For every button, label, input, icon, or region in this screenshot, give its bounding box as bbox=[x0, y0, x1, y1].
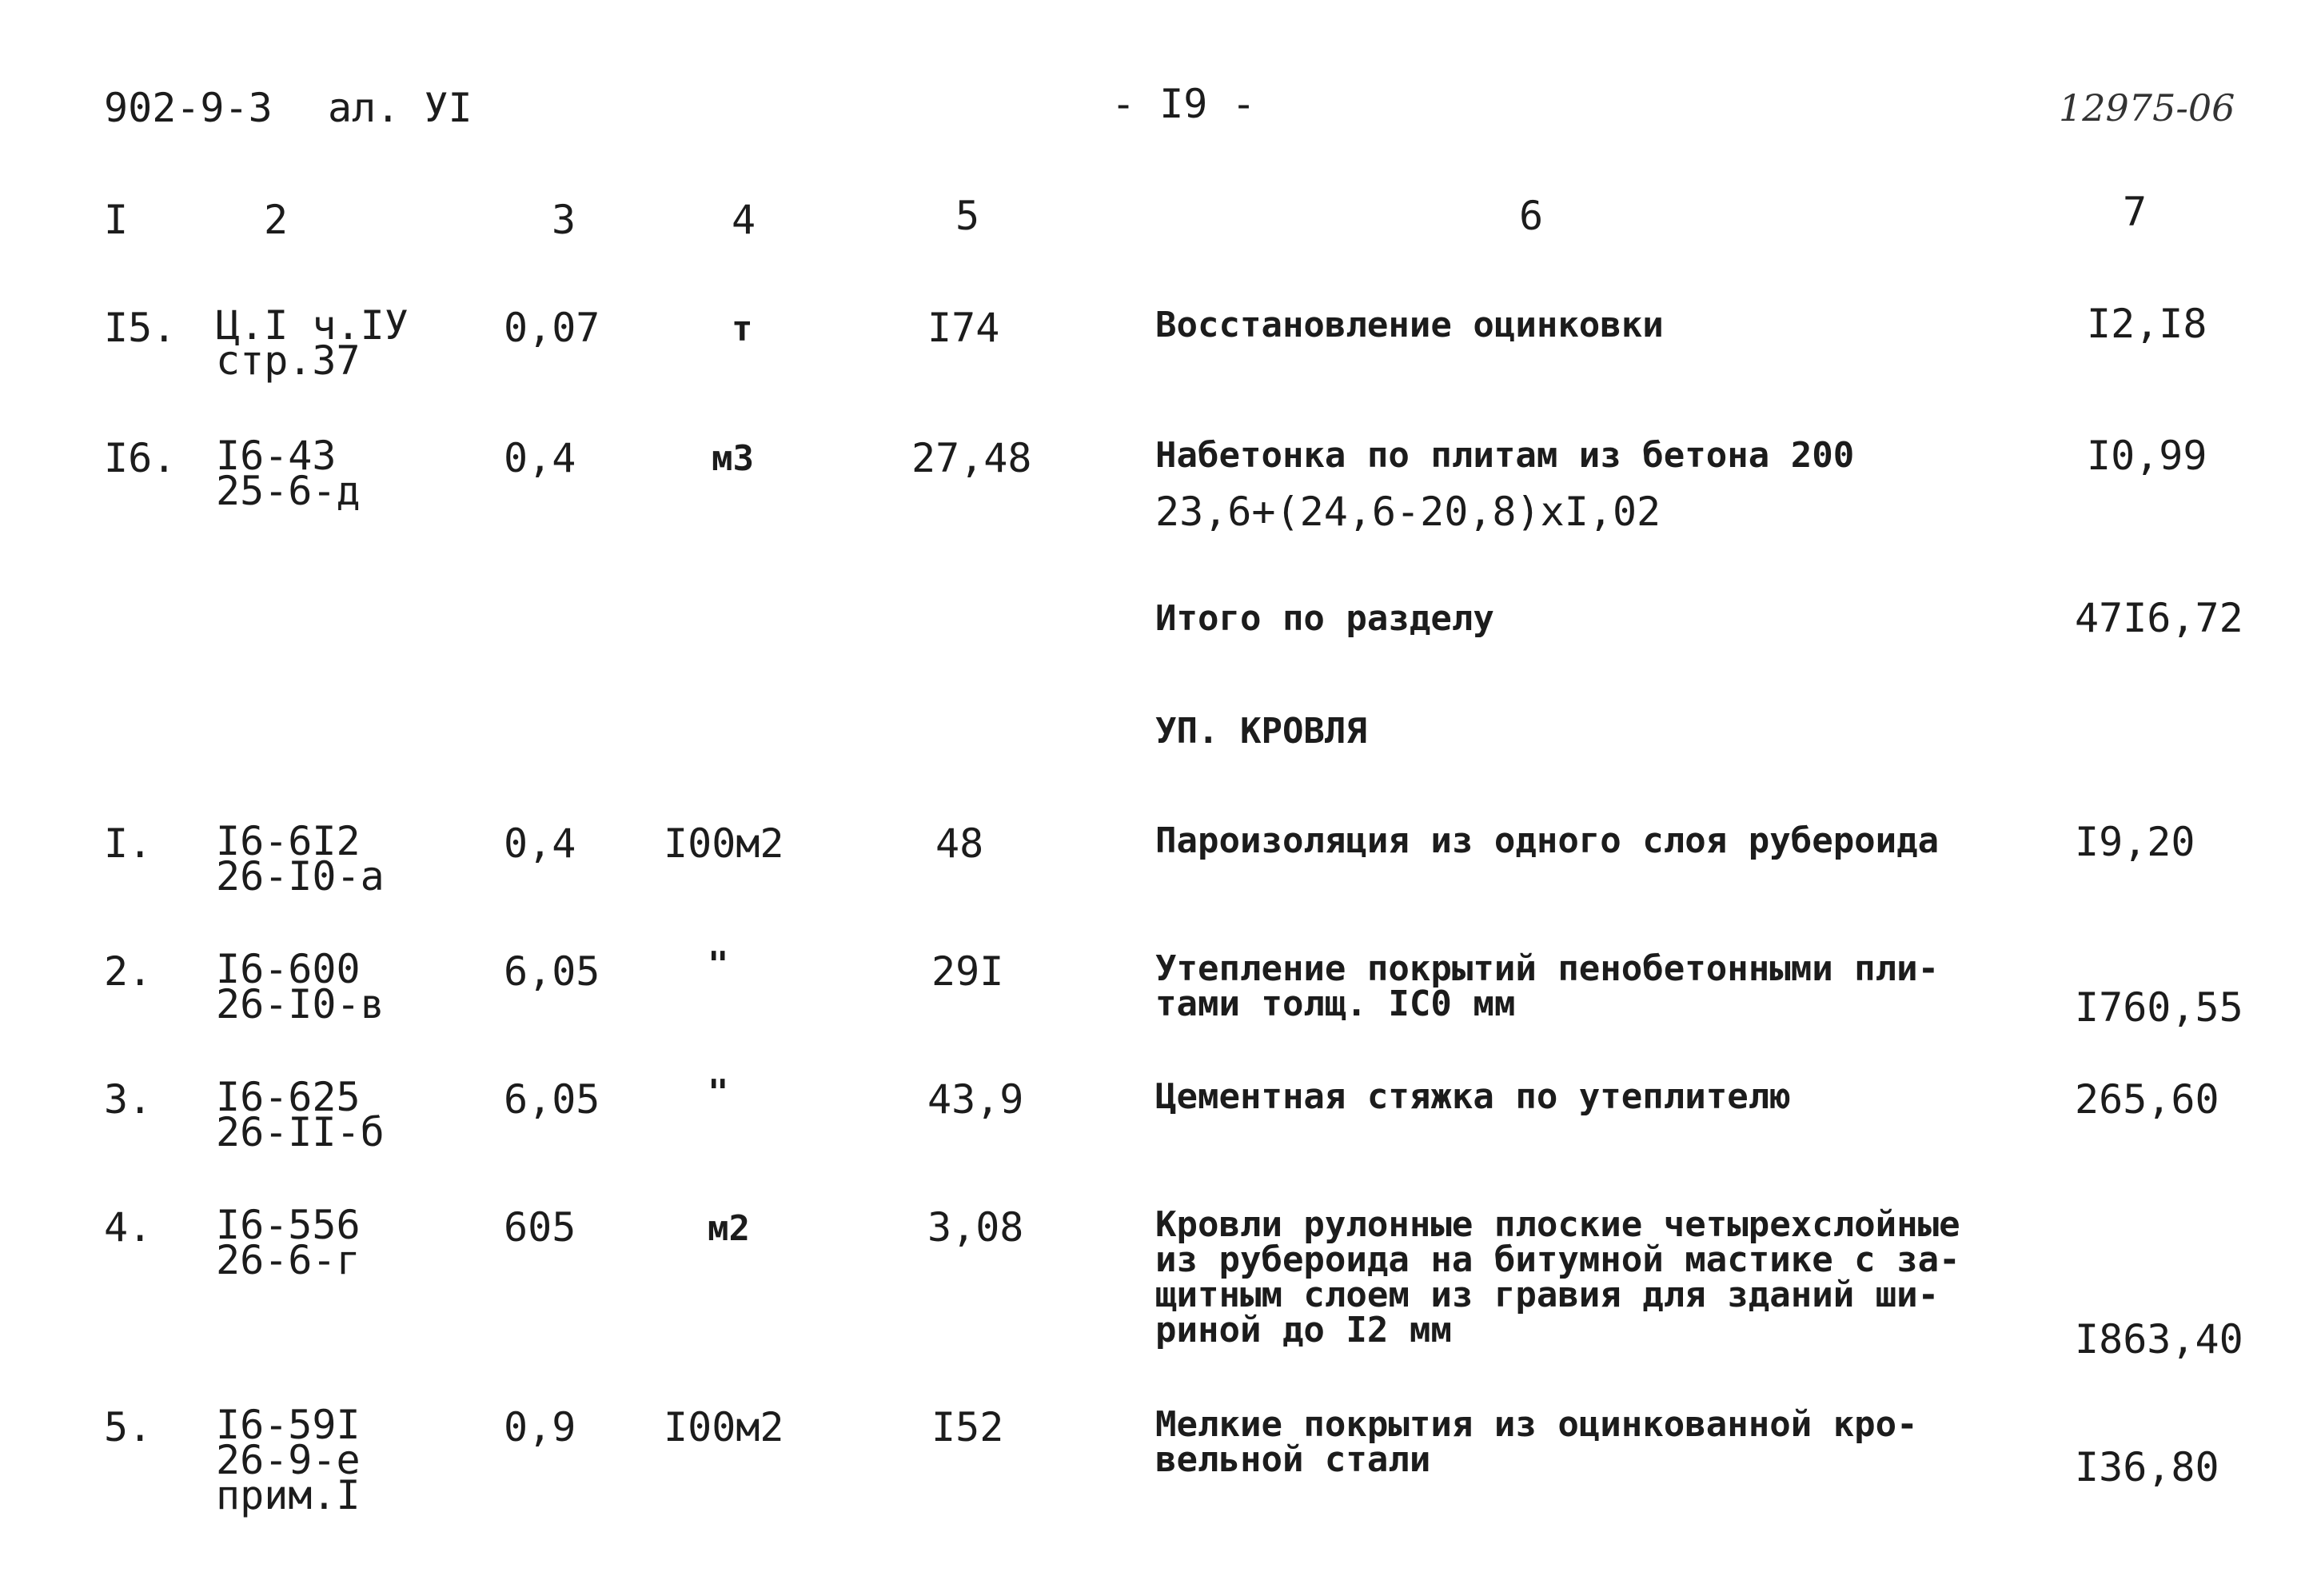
row-quantity: 0,07 bbox=[504, 305, 600, 351]
row-unit: I00м2 bbox=[664, 1404, 784, 1450]
row-unit-ditto: " bbox=[708, 944, 729, 985]
row-code: I6-625 26-II-б bbox=[216, 1074, 385, 1155]
row-description: Восстановление оцинковки bbox=[1155, 305, 1664, 345]
section-title: УП. КРОВЛЯ bbox=[1155, 711, 1367, 752]
row-code: I6-600 26-I0-в bbox=[216, 946, 385, 1027]
row-unit-price: 29I bbox=[931, 948, 1004, 995]
row-number: I5. bbox=[104, 305, 177, 351]
row-total: I0,99 bbox=[2087, 433, 2207, 479]
row-description: Пароизоляция из одного слоя рубероида bbox=[1155, 820, 1940, 861]
handwritten-doc-number: 12975-06 bbox=[2059, 86, 2235, 130]
row-quantity: 6,05 bbox=[504, 948, 600, 995]
row-unit-price: 43,9 bbox=[927, 1076, 1024, 1123]
row-total: 265,60 bbox=[2075, 1076, 2219, 1123]
row-unit-price: I52 bbox=[931, 1404, 1004, 1450]
column-number-2: 2 bbox=[264, 197, 289, 243]
row-code: I6-556 26-6-г bbox=[216, 1202, 361, 1283]
row-quantity: 0,9 bbox=[504, 1404, 576, 1450]
album-number: ал. УI bbox=[328, 85, 473, 131]
row-code: Ц.I ч.IУ стр.37 bbox=[216, 302, 409, 384]
row-description: Кровли рулонные плоские четырехслойные из рубероида на битумной мастике с за- щитным слоем из гравия для зданий ши- риной до I2 мм bbox=[1155, 1204, 1960, 1351]
row-unit: м3 bbox=[712, 438, 754, 479]
row-unit-price: 3,08 bbox=[927, 1204, 1024, 1251]
row-description: Набетонка по плитам из бетона 200 bbox=[1155, 435, 1855, 476]
row-number: I6. bbox=[104, 435, 177, 481]
column-number-7: 7 bbox=[2123, 189, 2148, 235]
row-total: I9,20 bbox=[2075, 819, 2195, 865]
row-unit-price: I74 bbox=[927, 305, 1000, 351]
row-number: I. bbox=[104, 820, 153, 867]
column-number-5: 5 bbox=[955, 193, 980, 239]
row-code: I6-6I2 26-I0-а bbox=[216, 818, 385, 900]
row-number: 2. bbox=[104, 948, 153, 995]
document-code: 902-9-3 bbox=[104, 85, 273, 131]
row-unit-price: 48 bbox=[935, 820, 984, 867]
row-code: I6-43 25-6-д bbox=[216, 433, 361, 514]
row-unit: т bbox=[732, 309, 753, 349]
column-number-6: 6 bbox=[1519, 193, 1544, 239]
column-number-3: 3 bbox=[552, 197, 576, 243]
row-formula: 23,6+(24,6-20,8)xI,02 bbox=[1155, 489, 1661, 535]
row-quantity: 605 bbox=[504, 1204, 576, 1251]
row-number: 4. bbox=[104, 1204, 153, 1251]
row-description: Утепление покрытий пенобетонными пли- тами толщ. IC0 мм bbox=[1155, 948, 1940, 1024]
column-number-1: I bbox=[104, 197, 129, 243]
row-description: Мелкие покрытия из оцинкованной кро- вельной стали bbox=[1155, 1404, 1918, 1480]
row-unit-ditto: " bbox=[708, 1072, 729, 1113]
row-quantity: 0,4 bbox=[504, 435, 576, 481]
row-quantity: 0,4 bbox=[504, 820, 576, 867]
row-unit: м2 bbox=[708, 1208, 750, 1249]
row-unit-price: 27,48 bbox=[911, 435, 1032, 481]
row-total: I2,I8 bbox=[2087, 301, 2207, 347]
row-total: I760,55 bbox=[2075, 984, 2243, 1031]
section-total-label: Итого по разделу bbox=[1155, 598, 1494, 639]
row-number: 3. bbox=[104, 1076, 153, 1123]
row-number: 5. bbox=[104, 1404, 153, 1450]
column-number-4: 4 bbox=[732, 197, 756, 243]
row-total: I36,80 bbox=[2075, 1444, 2219, 1490]
row-description: Цементная стяжка по утеплителю bbox=[1155, 1076, 1791, 1117]
row-quantity: 6,05 bbox=[504, 1076, 600, 1123]
page-number: - I9 - bbox=[1111, 81, 1256, 127]
row-code: I6-59I 26-9-е прим.I bbox=[216, 1402, 361, 1518]
row-total: I863,40 bbox=[2075, 1316, 2243, 1363]
row-unit: I00м2 bbox=[664, 820, 784, 867]
section-total-value: 47I6,72 bbox=[2075, 595, 2243, 641]
